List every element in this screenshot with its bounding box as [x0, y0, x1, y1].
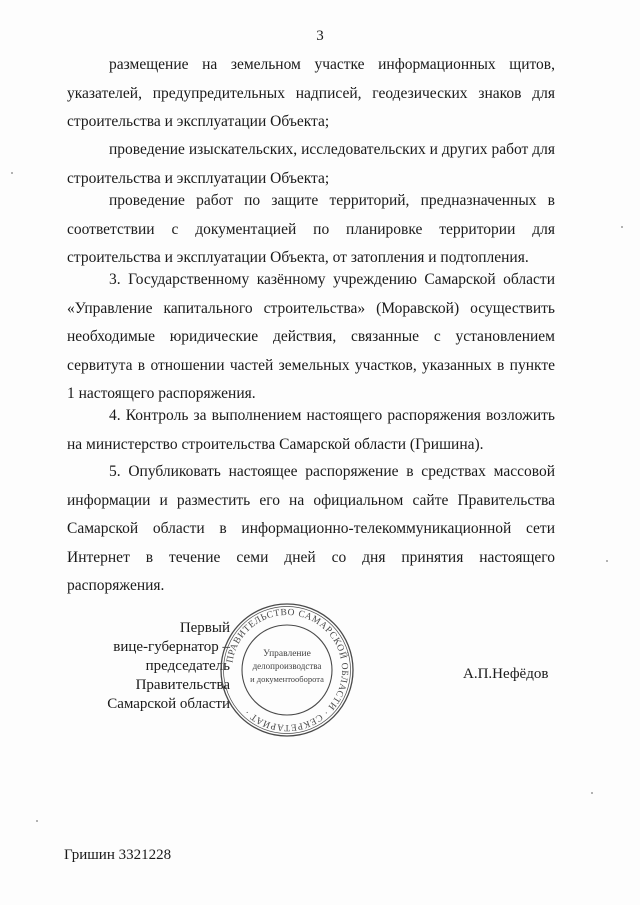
stamp-center-line: делопроизводства	[252, 661, 322, 671]
signatory-title-line: вице-губернатор –	[113, 639, 230, 655]
scan-speck	[591, 792, 593, 794]
paragraph-signage: размещение на земельном участке информационных щитов, указателей, предупредительных надписей, геодезических знаков для строительства и эксплуатации Объекта;	[67, 56, 555, 130]
scan-speck	[11, 172, 13, 174]
paragraph-flood-protection: проведение работ по защите территорий, предназначенных в соответствии с документацией по планировке территории для строительства и эксплуатации Объекта, от затопления и подтопления.	[67, 192, 555, 266]
scan-speck	[36, 820, 38, 822]
scan-speck	[606, 560, 608, 562]
paragraph-item-5: 5. Опубликовать настоящее распоряжение в средствах массовой информации и разместить его на официальном сайте Правительства Самарской области в информационно-телекоммуникационной сети Интернет в течение семи дней со дня принятия настоящего распоряжения.	[67, 463, 555, 594]
signatory-title-line: Самарской области	[107, 696, 230, 712]
signatory-name: А.П.Нефёдов	[463, 666, 549, 682]
paragraph-item-3: 3. Государственному казённому учреждению Самарской области «Управление капитального строительства» (Моравской) осуществить необходимые юридические действия, связанные с установлением сервитута в отношении частей земельных участков, указанных в пункте 1 настоящего распоряжения.	[67, 271, 555, 402]
paragraph-surveys: проведение изыскательских, исследовательских и других работ для строительства и эксплуатации Объекта;	[67, 141, 555, 187]
signatory-title-line: Первый	[179, 620, 230, 636]
stamp-ring-text: ПРАВИТЕЛЬСТВО САМАРСКОЙ ОБЛАСТИ · СЕКРЕТАРИАТ ·	[225, 607, 350, 733]
official-stamp	[219, 602, 355, 738]
signatory-title	[60, 619, 230, 714]
signatory-title-line: председатель Правительства	[135, 658, 230, 693]
stamp-center-line: Управление	[263, 649, 311, 659]
stamp-center-line: и документооборота	[250, 674, 324, 684]
paragraph-item-4: 4. Контроль за выполнением настоящего распоряжения возложить на министерство строительства Самарской области (Гришина).	[67, 407, 555, 453]
scan-speck	[621, 226, 623, 228]
executor-contact: Гришин 3321228	[64, 847, 172, 863]
page-number: 3	[316, 28, 324, 44]
